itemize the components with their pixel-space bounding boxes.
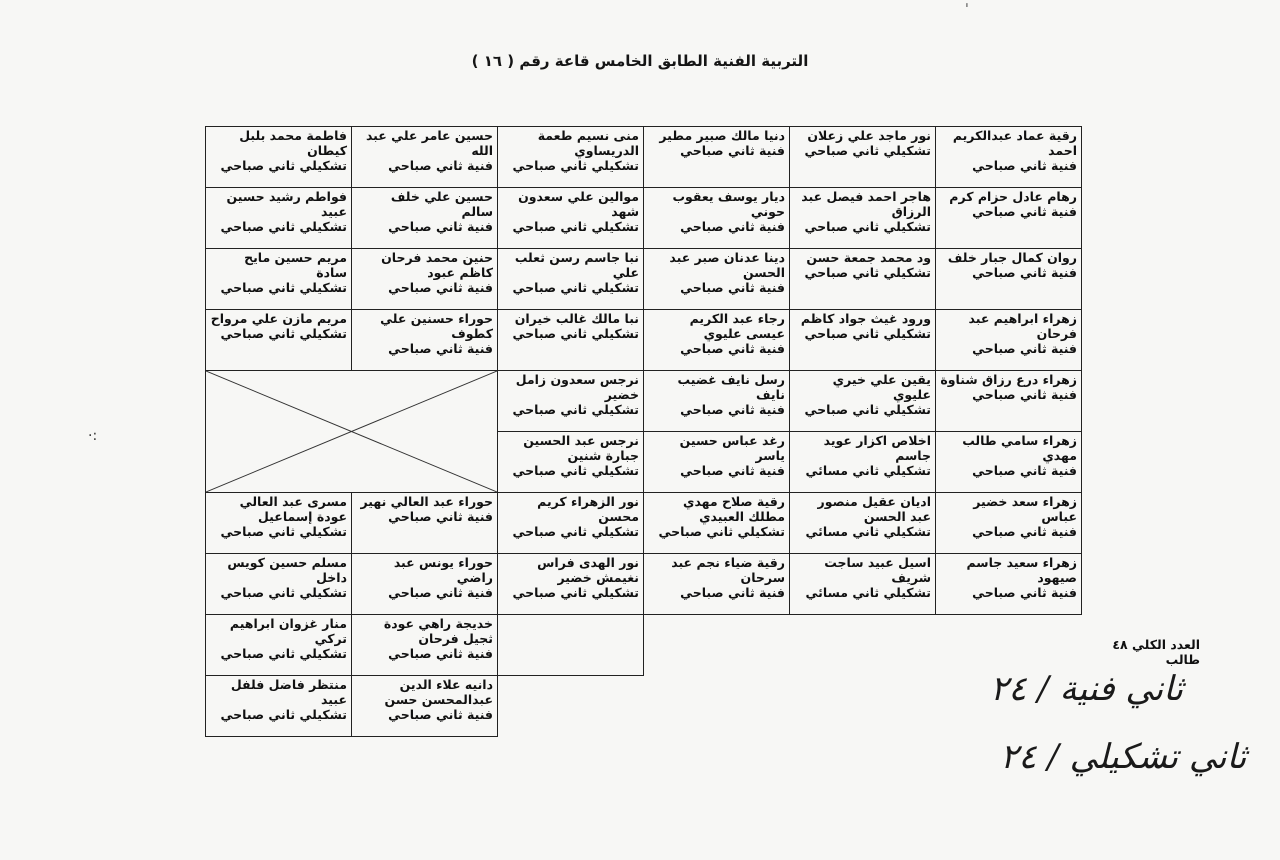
- student-cell: [644, 493, 790, 554]
- table-row: [206, 493, 1082, 554]
- student-name: دانيه علاء الدين عبدالمحسن حسن: [384, 677, 493, 707]
- student-cell: [206, 493, 352, 554]
- student-name: اسيل عبيد ساجت شريف: [824, 555, 931, 585]
- student-name: رقية عماد عبدالكريم احمد: [952, 128, 1077, 158]
- student-name: مريم مازن علي مرواح: [210, 311, 347, 326]
- student-name: مسرى عبد العالي عودة إسماعيل: [239, 494, 347, 524]
- student-cell: [352, 493, 498, 554]
- student-name: منار غزوان ابراهيم تركي: [229, 616, 347, 646]
- student-section: فنية ثاني صباحي: [680, 463, 785, 478]
- student-name: روان كمال جبار خلف: [947, 250, 1077, 265]
- cross-mark-icon: [206, 371, 497, 492]
- student-section: فنية ثاني صباحي: [388, 280, 493, 295]
- student-section: تشكيلي ثاني صباحي: [220, 707, 347, 722]
- student-cell: [498, 371, 644, 432]
- student-cell: [498, 188, 644, 249]
- student-cell: [790, 127, 936, 188]
- student-name: زهراء درع رزاق شناوة: [940, 372, 1077, 387]
- student-cell: [352, 188, 498, 249]
- student-section: فنية ثاني صباحي: [972, 387, 1077, 402]
- student-section: تشكيلي ثاني مسائي: [805, 524, 931, 539]
- student-cell: [352, 676, 498, 737]
- student-cell: [206, 188, 352, 249]
- student-name: زهراء سعد خضير عباس: [973, 494, 1077, 524]
- student-name: منتظر فاضل فلفل عبيد: [230, 677, 347, 707]
- table-row: [206, 249, 1082, 310]
- student-section: تشكيلي ثاني صباحي: [658, 524, 785, 539]
- student-cell: [790, 249, 936, 310]
- student-cell: [206, 615, 352, 676]
- student-name: نبا جاسم رسن ثعلب علي: [514, 250, 639, 280]
- student-cell: [644, 432, 790, 493]
- table-row: [206, 310, 1082, 371]
- student-name: حسين عامر علي عبد الله: [365, 128, 493, 158]
- student-section: تشكيلي ثاني صباحي: [512, 219, 639, 234]
- student-name: حوراء عبد العالي نهير: [360, 494, 493, 509]
- student-name: رقية صلاح مهدي مطلك العبيدي: [682, 494, 785, 524]
- student-name: نور الهدى فراس نغيمش خضير: [537, 555, 639, 585]
- student-name: مسلم حسين كويس داخل: [227, 555, 347, 585]
- student-section: تشكيلي ثاني صباحي: [512, 158, 639, 173]
- student-name: نور الزهراء كريم محسن: [537, 494, 639, 524]
- student-section: تشكيلي ثاني صباحي: [220, 280, 347, 295]
- student-name: فاطمة محمد بلبل كيطان: [239, 128, 347, 158]
- student-section: فنية ثاني صباحي: [680, 341, 785, 356]
- student-name: ديار يوسف يعقوب حوني: [672, 189, 785, 219]
- student-name: حوراء يونس عبد راضي: [393, 555, 493, 585]
- student-section: تشكيلي ثاني صباحي: [512, 402, 639, 417]
- student-section: فنية ثاني صباحي: [972, 585, 1077, 600]
- student-cell: [644, 554, 790, 615]
- student-name: هاجر احمد فيصل عبد الرزاق: [801, 189, 931, 219]
- student-cell: [498, 249, 644, 310]
- student-cell: [790, 188, 936, 249]
- student-cell: [498, 432, 644, 493]
- empty-cell: [498, 676, 644, 737]
- student-cell: [498, 554, 644, 615]
- student-section: فنية ثاني صباحي: [680, 143, 785, 158]
- table-row: [206, 188, 1082, 249]
- student-cell: [936, 127, 1082, 188]
- student-section: تشكيلي ثاني مسائي: [805, 463, 931, 478]
- student-section: تشكيلي ثاني صباحي: [804, 265, 931, 280]
- student-cell: [644, 249, 790, 310]
- student-cell: [352, 310, 498, 371]
- student-section: فنية ثاني صباحي: [388, 707, 493, 722]
- student-section: تشكيلي ثاني صباحي: [220, 158, 347, 173]
- student-name: نرجس عبد الحسين جبارة شنين: [523, 433, 639, 463]
- student-section: فنية ثاني صباحي: [972, 204, 1077, 219]
- student-cell: [206, 554, 352, 615]
- student-cell: [498, 493, 644, 554]
- student-section: فنية ثاني صباحي: [388, 341, 493, 356]
- student-section: تشكيلي ثاني صباحي: [220, 219, 347, 234]
- student-cell: [936, 310, 1082, 371]
- student-section: تشكيلي ثاني صباحي: [512, 524, 639, 539]
- student-cell: [936, 371, 1082, 432]
- student-cell: [352, 615, 498, 676]
- student-section: فنية ثاني صباحي: [388, 158, 493, 173]
- crossed-out-cell: [206, 371, 498, 493]
- student-name: نور ماجد علي زعلان: [807, 128, 931, 143]
- student-cell: [790, 493, 936, 554]
- student-name: رجاء عبد الكريم عيسى عليوي: [689, 311, 785, 341]
- page-title: التربية الفنية الطابق الخامس قاعة رقم ( ١٦ ): [471, 52, 809, 70]
- student-name: نبا مالك غالب خيران: [514, 311, 639, 326]
- seating-table: [205, 126, 1082, 737]
- student-section: تشكيلي ثاني صباحي: [804, 326, 931, 341]
- student-cell: [790, 371, 936, 432]
- student-section: تشكيلي ثاني صباحي: [512, 326, 639, 341]
- student-section: تشكيلي ثاني مسائي: [805, 585, 931, 600]
- student-cell: [936, 432, 1082, 493]
- student-name: موالين علي سعدون شهد: [518, 189, 639, 219]
- student-section: تشكيلي ثاني صباحي: [804, 402, 931, 417]
- student-section: فنية ثاني صباحي: [388, 509, 493, 524]
- student-section: فنية ثاني صباحي: [388, 646, 493, 661]
- scan-mark: ·:: [88, 428, 98, 444]
- student-name: حسين علي خلف سالم: [390, 189, 493, 219]
- student-name: حوراء حسنين علي كطوف: [380, 311, 493, 341]
- total-count: العدد الكلي ٤٨ طالب: [1112, 637, 1200, 667]
- student-cell: [644, 310, 790, 371]
- student-cell: [206, 249, 352, 310]
- student-name: زهراء سامي طالب مهدي: [962, 433, 1077, 463]
- empty-cell: [498, 615, 644, 676]
- student-name: زهراء سعيد جاسم صيهود: [966, 555, 1077, 585]
- student-name: ورود غيث جواد كاظم: [800, 311, 931, 326]
- student-name: رقية ضياء نجم عبد سرحان: [671, 555, 785, 585]
- signature-line-1: ثاني فنية / ٢٤: [990, 669, 1184, 709]
- student-cell: [644, 188, 790, 249]
- student-cell: [352, 127, 498, 188]
- student-name: مريم حسين مايح سادة: [244, 250, 347, 280]
- student-name: حنين محمد فرحان كاظم عبود: [381, 250, 493, 280]
- student-section: فنية ثاني صباحي: [680, 402, 785, 417]
- student-name: دنيا مالك صبير مطير: [659, 128, 785, 143]
- student-section: فنية ثاني صباحي: [388, 585, 493, 600]
- student-cell: [790, 310, 936, 371]
- student-cell: [206, 127, 352, 188]
- student-cell: [790, 432, 936, 493]
- student-cell: [206, 310, 352, 371]
- scan-mark: ˈ: [965, 2, 969, 18]
- table-row: [206, 371, 1082, 432]
- student-name: زهراء ابراهيم عبد فرحان: [968, 311, 1077, 341]
- student-section: تشكيلي ثاني صباحي: [220, 646, 347, 661]
- student-section: تشكيلي ثاني صباحي: [512, 585, 639, 600]
- student-section: تشكيلي ثاني صباحي: [220, 585, 347, 600]
- student-cell: [498, 310, 644, 371]
- student-name: اخلاص اكزار عويد جاسم: [823, 433, 931, 463]
- student-section: تشكيلي ثاني صباحي: [220, 524, 347, 539]
- student-section: تشكيلي ثاني صباحي: [512, 463, 639, 478]
- student-section: تشكيلي ثاني صباحي: [804, 143, 931, 158]
- student-cell: [790, 554, 936, 615]
- student-cell: [498, 127, 644, 188]
- student-name: منى نسيم طعمة الدريساوي: [537, 128, 639, 158]
- student-section: فنية ثاني صباحي: [972, 341, 1077, 356]
- student-cell: [352, 249, 498, 310]
- student-section: فنية ثاني صباحي: [972, 463, 1077, 478]
- student-cell: [936, 188, 1082, 249]
- student-section: فنية ثاني صباحي: [972, 524, 1077, 539]
- student-name: فواطم رشيد حسين عبيد: [226, 189, 347, 219]
- student-name: يقين علي خيري عليوي: [832, 372, 931, 402]
- student-name: نرجس سعدون زامل خضير: [515, 372, 639, 402]
- table-row: [206, 554, 1082, 615]
- student-section: تشكيلي ثاني صباحي: [220, 326, 347, 341]
- student-name: خديجة راهي عودة ثجيل فرحان: [383, 616, 493, 646]
- student-section: فنية ثاني صباحي: [680, 280, 785, 295]
- student-section: تشكيلي ثاني صباحي: [512, 280, 639, 295]
- student-name: ود محمد جمعة حسن: [806, 250, 931, 265]
- student-name: رهام عادل حزام كرم: [949, 189, 1077, 204]
- student-name: اديان عقيل منصور عبد الحسن: [817, 494, 931, 524]
- student-section: فنية ثاني صباحي: [680, 219, 785, 234]
- student-cell: [936, 554, 1082, 615]
- student-name: رغد عباس حسين ياسر: [679, 433, 785, 463]
- student-section: فنية ثاني صباحي: [388, 219, 493, 234]
- student-name: رسل نايف غضيب نايف: [677, 372, 785, 402]
- table-row: [206, 127, 1082, 188]
- student-cell: [644, 371, 790, 432]
- student-section: فنية ثاني صباحي: [680, 585, 785, 600]
- signature-line-2: ثاني تشكيلي / ٢٤: [1000, 737, 1247, 777]
- student-section: فنية ثاني صباحي: [972, 158, 1077, 173]
- student-section: تشكيلي ثاني صباحي: [804, 219, 931, 234]
- student-cell: [206, 676, 352, 737]
- student-section: فنية ثاني صباحي: [972, 265, 1077, 280]
- student-cell: [936, 493, 1082, 554]
- student-name: دينا عدنان صبر عبد الحسن: [669, 250, 785, 280]
- student-cell: [644, 127, 790, 188]
- student-cell: [936, 249, 1082, 310]
- student-cell: [352, 554, 498, 615]
